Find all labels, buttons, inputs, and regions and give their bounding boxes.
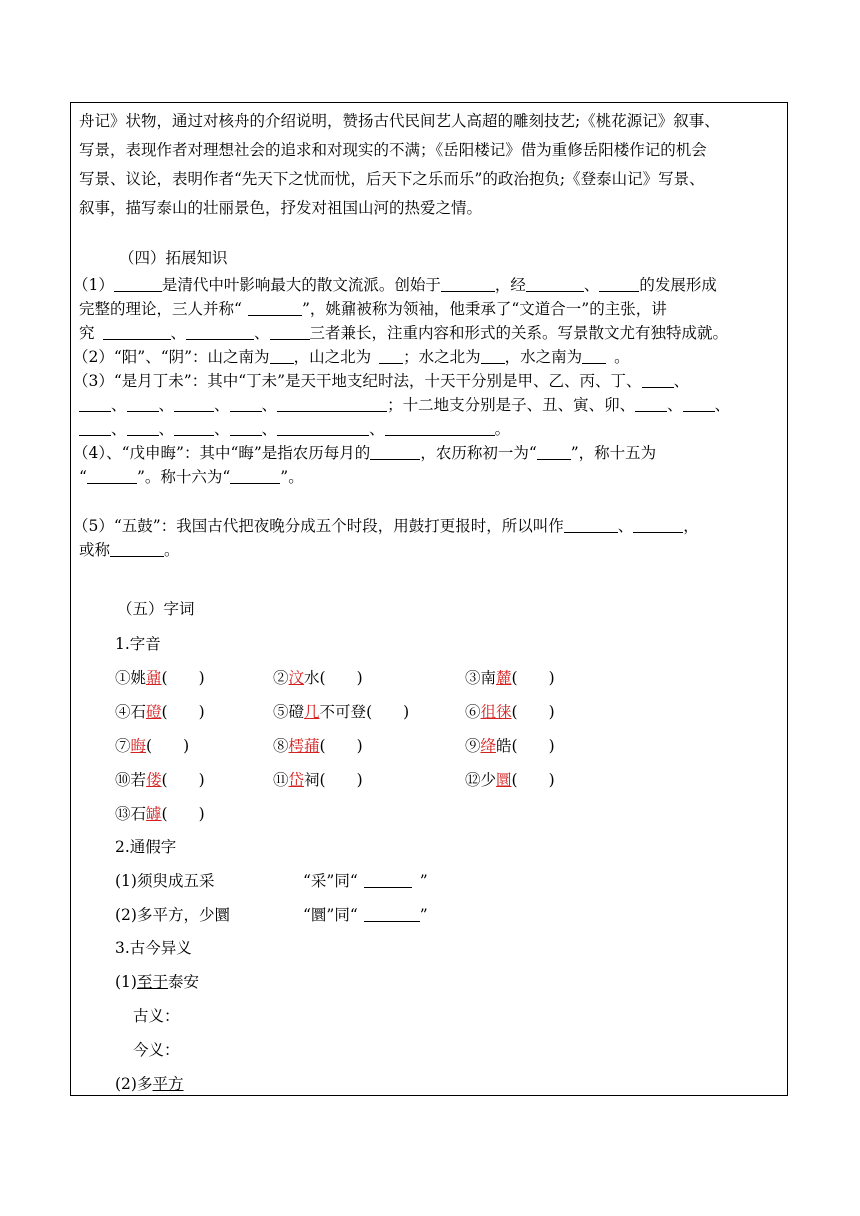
pronunciation-item: ③南麓( ) xyxy=(465,669,555,687)
answer-blank[interactable] xyxy=(364,871,412,888)
gujin-item-2: (2)多平方 xyxy=(115,1075,184,1093)
tongjia-subheading: 2.通假字 xyxy=(115,838,177,856)
q3-line-2: 、 、 、 、 ；十二地支分别是子、丑、寅、卯、 、 、 xyxy=(79,393,730,417)
answer-blank[interactable] xyxy=(635,395,667,412)
answer-blank[interactable] xyxy=(270,347,294,364)
pronunciation-item: ⑬石罅( ) xyxy=(115,805,205,823)
answer-blank[interactable] xyxy=(127,419,159,436)
answer-blank[interactable] xyxy=(526,275,584,292)
pronunciation-item: ⑩若偻( ) xyxy=(115,771,205,789)
intro-line: 叙事，描写泰山的壮丽景色，抒发对祖国山河的热爱之情。 xyxy=(79,199,483,217)
pronunciation-item: ②汶水( ) xyxy=(273,669,363,687)
q3-line-1: （3）“是月丁未”：其中“丁未”是天干地支纪时法，十天干分别是甲、乙、丙、丁、 、 xyxy=(73,372,690,390)
answer-blank[interactable] xyxy=(370,443,420,460)
answer-blank[interactable] xyxy=(174,419,214,436)
q4-line-1: （4）、“戊申晦”：其中“晦”是指农历每月的 ，农历称初一为“ ”，称十五为 xyxy=(73,444,657,462)
content-frame xyxy=(70,102,788,1096)
answer-blank[interactable] xyxy=(174,395,214,412)
answer-blank[interactable] xyxy=(230,395,262,412)
answer-blank[interactable] xyxy=(79,419,111,436)
answer-blank[interactable] xyxy=(599,275,639,292)
pronunciation-item: ⑪岱祠( ) xyxy=(273,771,363,789)
intro-line: 舟记》状物，通过对核舟的介绍说明，赞扬古代民间艺人高超的雕刻技艺;《桃花源记》叙事、 xyxy=(79,112,720,130)
intro-line: 写景，表现作者对理想社会的追求和对现实的不满；《岳阳楼记》借为重修岳阳楼作记的机会 xyxy=(79,141,707,159)
answer-blank[interactable] xyxy=(379,347,403,364)
answer-blank[interactable] xyxy=(441,275,495,292)
answer-blank[interactable] xyxy=(87,467,137,484)
q1-line-2: 完整的理论，三人并称“ ”，姚鼐被称为领袖，他秉承了“文道合一”的主张，讲 xyxy=(79,300,667,318)
pronunciation-item: ⑦晦( ) xyxy=(115,737,190,755)
gujin-subheading: 3.古今异义 xyxy=(115,939,192,957)
q1-line-1: （1） 是清代中叶影响最大的散文流派。创始于 ，经 、 的发展形成 xyxy=(73,276,717,294)
answer-blank[interactable] xyxy=(248,299,302,316)
answer-blank[interactable] xyxy=(642,371,674,388)
answer-blank[interactable] xyxy=(103,323,171,340)
q5-line-2: 或称 。 xyxy=(79,541,180,559)
gu-yi-label: 古义： xyxy=(133,1007,180,1025)
answer-blank[interactable] xyxy=(564,516,618,533)
answer-blank[interactable] xyxy=(277,395,387,412)
answer-blank[interactable] xyxy=(230,467,280,484)
gujin-item-1: (1)至于泰安 xyxy=(115,973,199,991)
answer-blank[interactable] xyxy=(385,419,495,436)
answer-blank[interactable] xyxy=(114,275,162,292)
answer-blank[interactable] xyxy=(270,323,310,340)
intro-line: 写景、议论，表明作者“先天下之忧而忧，后天下之乐而乐”的政治抱负;《登泰山记》写景、 xyxy=(79,170,705,188)
answer-blank[interactable] xyxy=(79,395,111,412)
answer-blank[interactable] xyxy=(110,540,164,557)
tongjia-answer-2: “圜”同“ ” xyxy=(303,906,428,924)
answer-blank[interactable] xyxy=(230,419,262,436)
answer-blank[interactable] xyxy=(277,419,369,436)
pronunciation-item: ⑫少圜( ) xyxy=(465,771,555,789)
answer-blank[interactable] xyxy=(537,443,571,460)
answer-blank[interactable] xyxy=(582,347,606,364)
jin-yi-label: 今义： xyxy=(133,1041,180,1059)
q5-line-1: （5）“五鼓”：我国古代把夜晚分成五个时段，用鼓打更报时，所以叫作 、 ， xyxy=(73,517,699,535)
pronunciation-item: ⑤磴几不可登( ) xyxy=(273,703,410,721)
section5-heading: （五）字词 xyxy=(117,600,195,618)
pronunciation-subheading: 1.字音 xyxy=(115,635,161,653)
tongjia-answer-1: “采”同“ ” xyxy=(303,872,428,890)
answer-blank[interactable] xyxy=(127,395,159,412)
q3-line-3: 、 、 、 、 、 。 xyxy=(79,417,510,441)
answer-blank[interactable] xyxy=(481,347,505,364)
tongjia-item-2: (2)多平方，少圜 xyxy=(115,906,230,924)
q2-line: （2）“阳”、“阴”：山之南为 ，山之北为 ；水之北为 ，水之南为 。 xyxy=(73,348,630,366)
section4-heading: （四）拓展知识 xyxy=(119,249,228,267)
pronunciation-item: ①姚鼐( ) xyxy=(115,669,205,687)
q4-line-2: “ ”。称十六为“ ”。 xyxy=(79,468,304,486)
intro-paragraph xyxy=(79,107,779,223)
pronunciation-item: ④石磴( ) xyxy=(115,703,205,721)
pronunciation-item: ⑧樗蒱( ) xyxy=(273,737,363,755)
pronunciation-item: ⑨绛皓( ) xyxy=(465,737,555,755)
answer-blank[interactable] xyxy=(683,395,715,412)
tongjia-item-1: (1)须臾成五采 xyxy=(115,872,215,890)
answer-blank[interactable] xyxy=(633,516,683,533)
answer-blank[interactable] xyxy=(364,905,420,922)
answer-blank[interactable] xyxy=(186,323,254,340)
pronunciation-item: ⑥徂徕( ) xyxy=(465,703,555,721)
q1-line-3: 究 、 、 三者兼长，注重内容和形式的关系。写景散文尤有独特成就。 xyxy=(79,324,729,342)
